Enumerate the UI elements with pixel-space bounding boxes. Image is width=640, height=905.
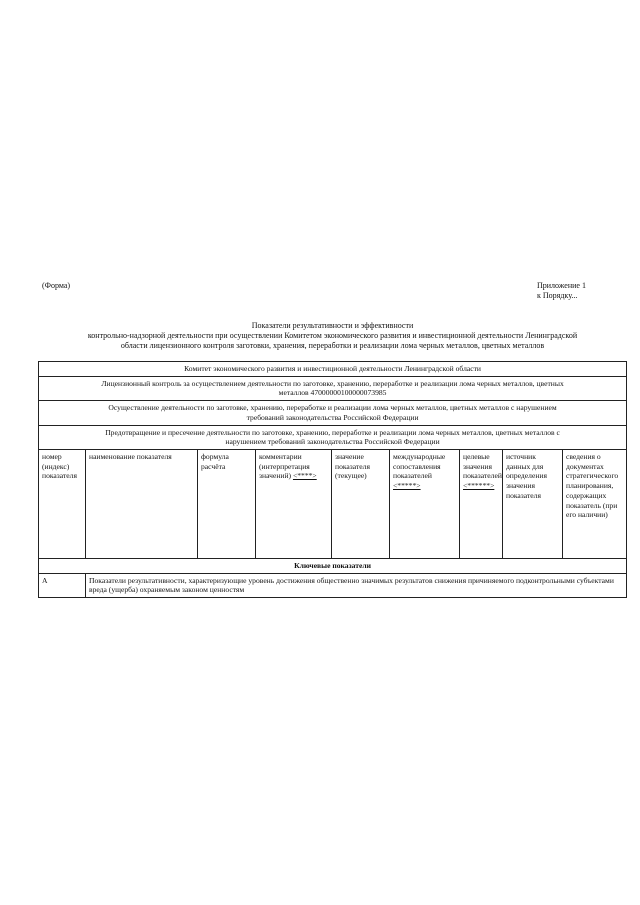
col-header-strategic-docs: сведения о документах стратегического планирования, содержащих показатель (при его наличии) (563, 450, 627, 559)
col-header-name: наименование показателя (86, 450, 198, 559)
control-type-line-1: Лицензионный контроль за осуществлением деятельности по заготовке, хранению, переработке и реализации лома черных металлов, цветных (101, 378, 564, 388)
document-title (40, 321, 625, 351)
international-text: международные сопоставления показателей (393, 452, 446, 481)
violation-line-1: Осуществление деятельности по заготовке, хранению, переработке и реализации лома черных металлов, цветных металлов с нарушением (108, 403, 557, 413)
control-type-line-2: металлов 47000000100000073985 (278, 388, 387, 398)
section-a-row (39, 573, 627, 597)
comments-footnote-ref: <****> (292, 471, 317, 481)
title-line-3: области лицензионного контроля заготовки, хранения, переработки и реализации лома черных металлов, цветных металлов (120, 341, 545, 350)
column-header-row (39, 450, 627, 559)
prevention-line-2: нарушением требований законодательства Российской Федерации (225, 437, 440, 447)
appendix-note (537, 281, 632, 301)
comments-text: комментарии (интерпретация значений) (259, 452, 310, 481)
col-header-index: номер (индекс) показателя (39, 450, 86, 559)
prevention-row (39, 425, 627, 449)
key-indicators-row (39, 559, 627, 574)
violation-cell (39, 401, 627, 425)
col-header-international (390, 450, 460, 559)
title-line-1: Показатели результативности и эффективности (251, 321, 414, 330)
col-header-current-value: значение показателя (текущее) (332, 450, 390, 559)
control-type-row (39, 376, 627, 400)
appendix-line-1: Приложение 1 (537, 281, 586, 290)
form-label: (Форма) (42, 281, 71, 290)
appendix-line-2: к Порядку... (537, 291, 578, 300)
key-indicators-heading: Ключевые показатели (39, 559, 627, 574)
col-header-comments (256, 450, 332, 559)
target-values-text: целевые значения показателей (463, 452, 502, 481)
section-a-index: А (39, 573, 86, 597)
control-type-cell (39, 376, 627, 400)
international-footnote-ref: <*****> (393, 481, 421, 491)
target-values-footnote-ref: <******> (463, 481, 495, 491)
title-line-2: контрольно-надзорной деятельности при осуществлении Комитетом экономического развития и инвестиционной деятельности Ленинградской (87, 331, 578, 340)
committee-cell: Комитет экономического развития и инвестиционной деятельности Ленинградской области (39, 362, 627, 377)
prevention-cell (39, 425, 627, 449)
col-header-formula: формула расчёта (198, 450, 256, 559)
committee-row (39, 362, 627, 377)
prevention-line-1: Предотвращение и пресечение деятельности по заготовке, хранению, переработке и реализации лома черных металлов, цветных металлов с (105, 427, 560, 437)
violation-line-2: требований законодательства Российской Федерации (246, 412, 419, 422)
col-header-data-source: источник данных для определения значения показателя (503, 450, 563, 559)
section-a-text: Показатели результативности, характеризующие уровень достижения общественно значимых результатов снижения причиняемого подконтрольными субъектами вреда (ущерба) охраняемым законом ценностям (86, 573, 627, 597)
col-header-target-values (460, 450, 503, 559)
violation-row (39, 401, 627, 425)
indicators-table (38, 361, 627, 598)
